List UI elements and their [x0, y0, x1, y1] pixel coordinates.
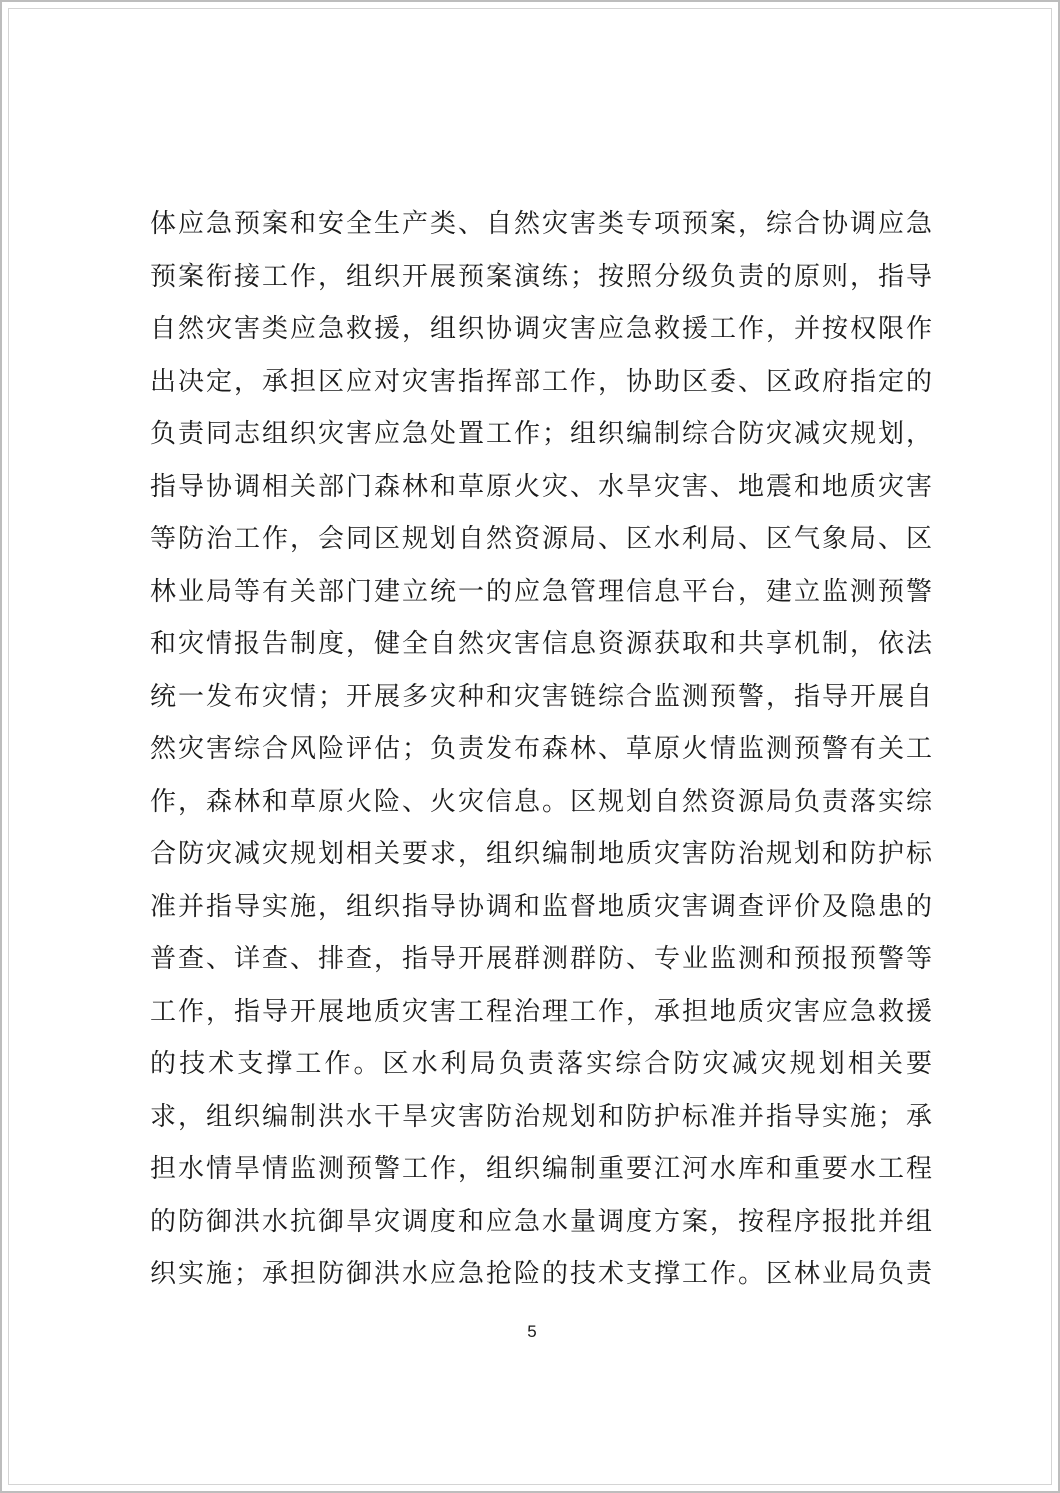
text-line: 统一发布灾情；开展多灾种和灾害链综合监测预警，指导开展自	[150, 681, 932, 712]
text-line: 织实施；承担防御洪水应急抢险的技术支撑工作。区林业局负责	[150, 1259, 932, 1289]
body-text	[150, 198, 932, 1301]
page-number: 5	[527, 1322, 537, 1341]
text-line: 预案衔接工作，组织开展预案演练；按照分级负责的原则，指导	[150, 261, 932, 292]
text-line: 出决定，承担区应对灾害指挥部工作，协助区委、区政府指定的	[150, 366, 932, 397]
text-line: 自然灾害类应急救援，组织协调灾害应急救援工作，并按权限作	[150, 314, 932, 344]
text-line: 工作，指导开展地质灾害工程治理工作，承担地质灾害应急救援	[150, 996, 932, 1027]
text-line: 普查、详查、排查，指导开展群测群防、专业监测和预报预警等	[150, 944, 932, 974]
text-line: 等防治工作，会同区规划自然资源局、区水利局、区气象局、区	[150, 524, 932, 554]
text-line: 作，森林和草原火险、火灾信息。区规划自然资源局负责落实综	[150, 786, 932, 817]
text-line: 合防灾减灾规划相关要求，组织编制地质灾害防治规划和防护标	[150, 839, 932, 869]
text-line: 的技术支撑工作。区水利局负责落实综合防灾减灾规划相关要	[150, 1049, 932, 1079]
text-line: 林业局等有关部门建立统一的应急管理信息平台，建立监测预警	[150, 576, 932, 607]
text-line: 准并指导实施，组织指导协调和监督地质灾害调查评价及隐患的	[150, 891, 932, 922]
text-line: 然灾害综合风险评估；负责发布森林、草原火情监测预警有关工	[150, 734, 932, 764]
text-line: 担水情旱情监测预警工作，组织编制重要江河水库和重要水工程	[150, 1154, 932, 1184]
text-line: 负责同志组织灾害应急处置工作；组织编制综合防灾减灾规划，	[150, 419, 932, 449]
text-line: 指导协调相关部门森林和草原火灾、水旱灾害、地震和地质灾害	[150, 471, 932, 502]
text-line: 体应急预案和安全生产类、自然灾害类专项预案，综合协调应急	[150, 209, 932, 239]
text-line: 的防御洪水抗御旱灾调度和应急水量调度方案，按程序报批并组	[150, 1206, 932, 1237]
text-line: 求，组织编制洪水干旱灾害防治规划和防护标准并指导实施；承	[150, 1101, 932, 1132]
text-line: 和灾情报告制度，健全自然灾害信息资源获取和共享机制，依法	[150, 629, 932, 659]
